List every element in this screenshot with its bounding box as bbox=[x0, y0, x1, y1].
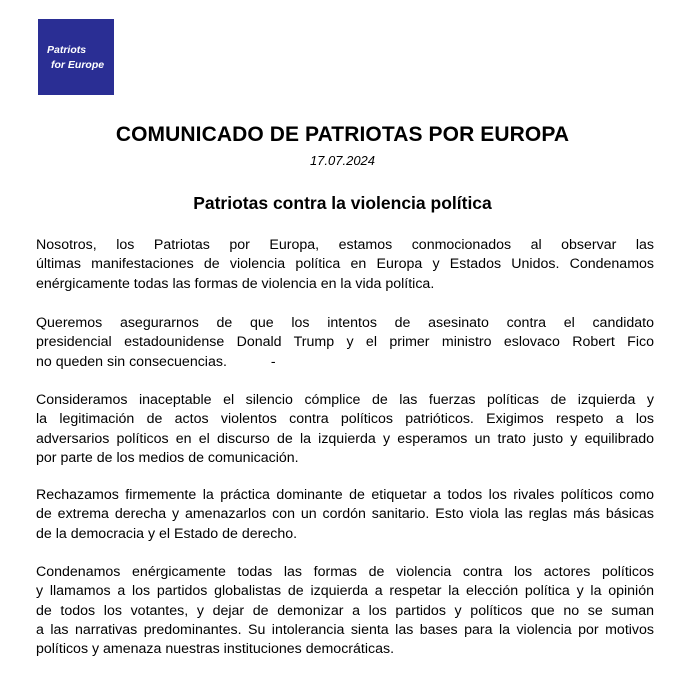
paragraph-4 bbox=[36, 486, 654, 544]
logo-line-1: Patriots bbox=[47, 44, 87, 56]
paragraph-line: por parte de los medios de comunicación. bbox=[36, 449, 299, 466]
paragraph-3 bbox=[36, 391, 654, 468]
paragraph-line: Rechazamos firmemente la práctica dominante de etiquetar a todos los rivales políticos como bbox=[36, 487, 654, 503]
paragraph-2 bbox=[36, 314, 654, 372]
paragraph-line: Consideramos inaceptable el silencio cómplice de las fuerzas políticas de izquierda y bbox=[36, 392, 654, 408]
paragraph-line: de todos los votantes, y dejar de demonizar a los partidos y políticos que no se suman bbox=[36, 602, 654, 619]
paragraph-line: Nosotros, los Patriotas por Europa, estamos conmocionados al observar las bbox=[36, 237, 654, 253]
paragraph-line: últimas manifestaciones de violencia política en Europa y Estados Unidos. Condenamos bbox=[36, 256, 654, 273]
patriots-for-europe-logo bbox=[38, 19, 114, 95]
document-title: COMUNICADO DE PATRIOTAS POR EUROPA bbox=[115, 123, 570, 146]
stray-dash-mark: - bbox=[270, 353, 276, 370]
paragraph-line: presidencial estadounidense Donald Trump y el primer ministro eslovaco Robert Fico bbox=[36, 334, 654, 351]
paragraph-line: a las narrativas predominantes. Su intolerancia sienta las bases para la violencia por motivos bbox=[36, 621, 654, 638]
document-subtitle: Patriotas contra la violencia política bbox=[193, 193, 492, 213]
paragraph-line: enérgicamente todas las formas de violencia en la vida política. bbox=[36, 275, 435, 292]
paragraph-line: de la democracia y el Estado de derecho. bbox=[36, 525, 298, 542]
paragraph-line: Queremos asegurarnos de que los intentos de asesinato contra el candidato bbox=[36, 315, 654, 331]
paragraph-5 bbox=[36, 563, 654, 659]
paragraph-line: de extrema derecha y amenazarlos con un cordón sanitario. Esto viola las reglas más básicas bbox=[36, 506, 654, 523]
document-date: 17.07.2024 bbox=[309, 153, 376, 168]
paragraph-line: la legitimación de actos violentos contra políticos patrióticos. Exigimos respeto a los bbox=[36, 411, 654, 428]
paragraph-line: Condenamos enérgicamente todas las formas de violencia contra los actores políticos bbox=[36, 564, 654, 580]
paragraph-line: no queden sin consecuencias. bbox=[36, 353, 227, 370]
logo-line-2: for Europe bbox=[51, 59, 105, 71]
paragraph-line: políticos y amenaza nuestras instituciones democráticas. bbox=[36, 641, 395, 658]
paragraph-line: adversarios políticos en el discurso de la izquierda y esperamos un trato justo y equilibrado bbox=[36, 430, 654, 447]
paragraph-1 bbox=[36, 236, 654, 294]
paragraph-last-line bbox=[36, 353, 654, 372]
paragraph-line: y llamamos a los partidos globalistas de izquierda a respetar la elección política y la opinión bbox=[36, 583, 654, 600]
